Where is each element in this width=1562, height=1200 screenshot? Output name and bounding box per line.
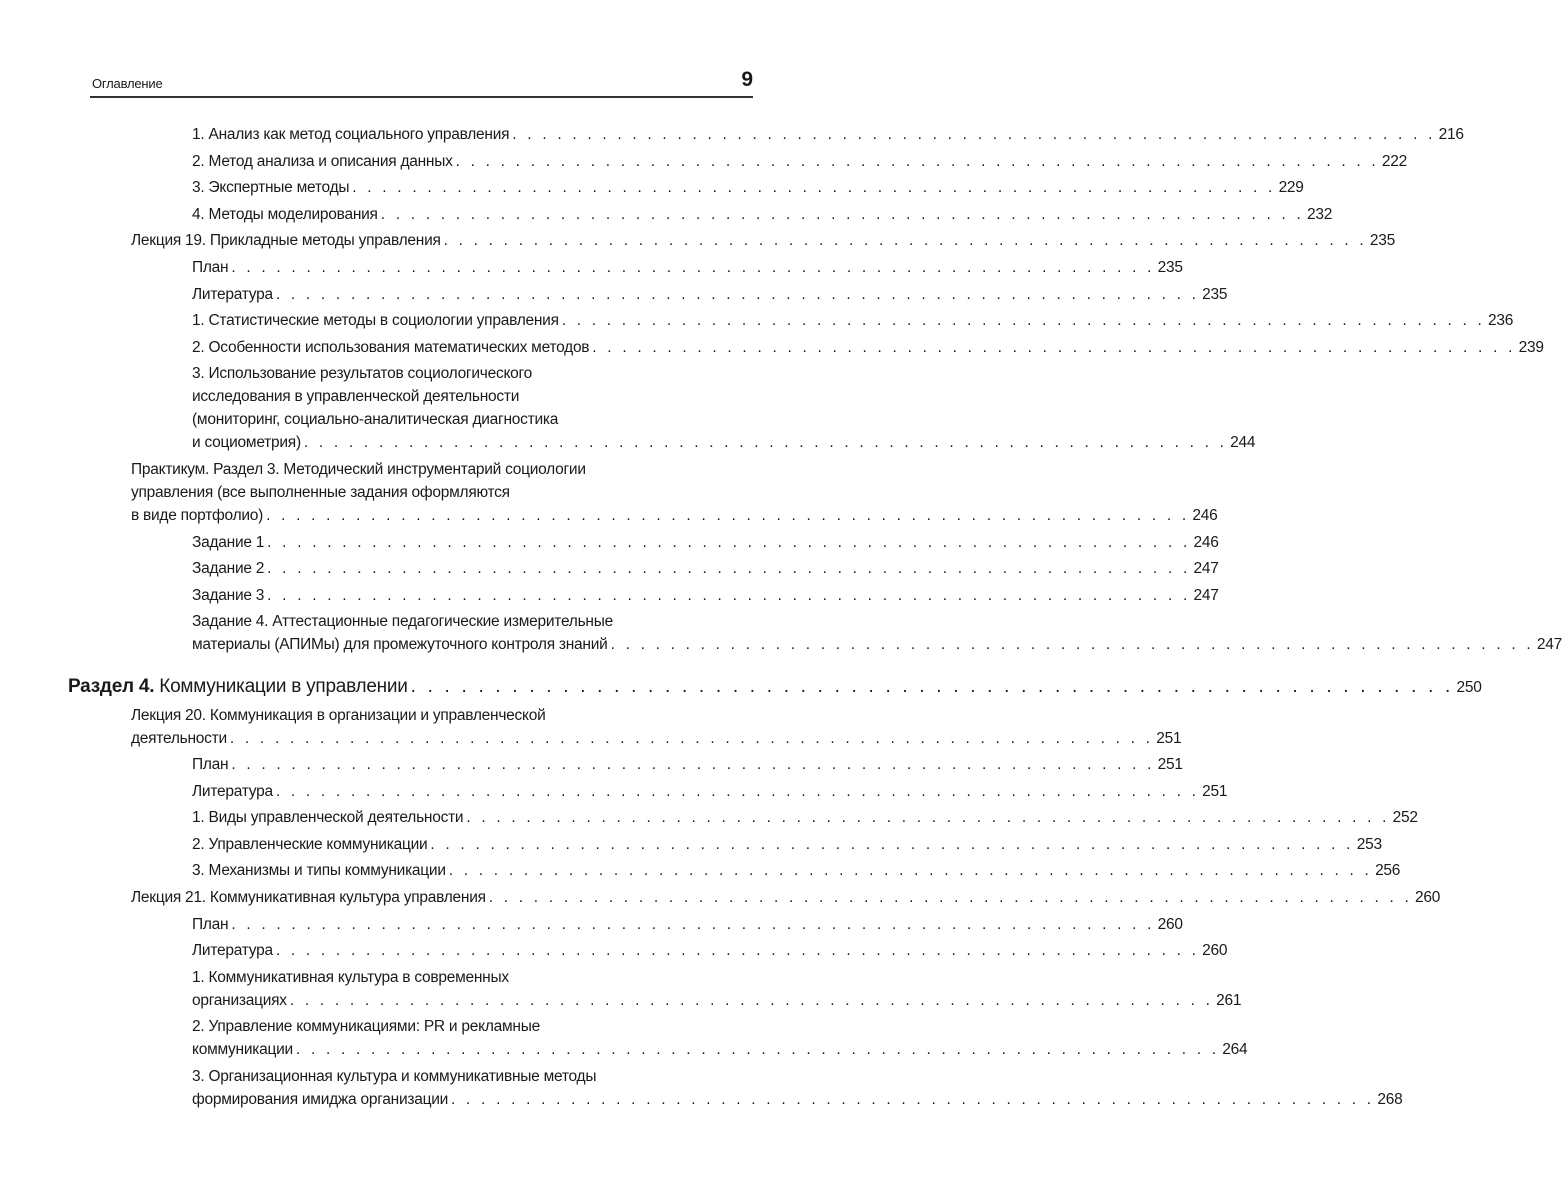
dot-leader: . . . . . . . . . . . . . . . . . . . . . . . . . . . . . . . . . . . . . . . . . . . . . . . . . . . . . . . . . . . . . . (512, 126, 1436, 143)
dot-leader: . . . . . . . . . . . . . . . . . . . . . . . . . . . . . . . . . . . . . . . . . . . . . . . . . . . . . . . . . . . . . . (275, 942, 1200, 960)
dot-leader: . . . . . . . . . . . . . . . . . . . . . . . . . . . . . . . . . . . . . . . . . . . . . . . . . . . . . . . . . . . . . . (295, 1041, 1220, 1059)
toc-item (68, 859, 1401, 882)
toc-page-number: 251 (1157, 756, 1183, 774)
toc-line (131, 229, 1396, 252)
toc-line (192, 283, 1228, 306)
toc-entry-title: формирования имиджа организации (192, 1091, 449, 1109)
toc-page-number: 260 (1157, 915, 1183, 933)
toc-entry-title: Практикум. Раздел 3. Методический инструментарий социологии (131, 460, 586, 478)
toc-entry-title: План (192, 258, 229, 276)
toc-page-number: 261 (1216, 991, 1242, 1009)
toc-page-number: 247 (1193, 560, 1219, 578)
toc-item (68, 150, 1408, 173)
toc-entry-title: План (192, 915, 229, 933)
toc-line (131, 704, 753, 727)
dot-leader: . . . . . . . . . . . . . . . . . . . . . . . . . . . . . . . . . . . . . . . . . . . . . . . . . . . . . . . . . . . . . . (410, 675, 1454, 697)
toc-line (131, 504, 1218, 527)
toc-entry-title: 2. Особенности использования математических методов (192, 338, 590, 356)
toc-entry-title: в виде портфолио) (131, 506, 264, 524)
toc-item (68, 531, 1219, 554)
toc-line (131, 727, 1182, 750)
dot-leader: . . . . . . . . . . . . . . . . . . . . . . . . . . . . . . . . . . . . . . . . . . . . . . . . . . . . . . . . . . . . . . (267, 533, 1191, 551)
section-label: Раздел 4. (68, 675, 155, 697)
page-number: 9 (741, 68, 753, 91)
toc-line (131, 458, 753, 481)
toc-entry-title: 2. Метод анализа и описания данных (192, 152, 453, 170)
dot-leader: . . . . . . . . . . . . . . . . . . . . . . . . . . . . . . . . . . . . . . . . . . . . . . . . . . . . . . . . . . . . . . (231, 756, 1155, 774)
running-header (90, 68, 753, 98)
toc-entry-title: Задание 1 (192, 533, 265, 551)
toc-page-number: 235 (1157, 258, 1183, 276)
dot-leader: . . . . . . . . . . . . . . . . . . . . . . . . . . . . . . . . . . . . . . . . . . . . . . . . . . . . . . . . . . . . . . (267, 586, 1191, 604)
toc-item (68, 283, 1228, 306)
dot-leader: . . . . . . . . . . . . . . . . . . . . . . . . . . . . . . . . . . . . . . . . . . . . . . . . . . . . . . . . . . . . . . (448, 862, 1373, 880)
toc-page-number: 250 (1456, 678, 1482, 696)
toc-entry-title: Литература (192, 782, 273, 800)
toc-line (192, 336, 1544, 359)
toc-entry-title: Лекция 21. Коммуникативная культура управления (131, 889, 486, 907)
toc-entry-title: План (192, 756, 229, 774)
toc-page-number: 236 (1488, 312, 1514, 330)
toc-page-number: 229 (1278, 179, 1304, 197)
toc-line (192, 256, 1183, 279)
toc-entry-title: 1. Анализ как метод социального управления (192, 126, 510, 143)
dot-leader: . . . . . . . . . . . . . . . . . . . . . . . . . . . . . . . . . . . . . . . . . . . . . . . . . . . . . . . . . . . . . . (380, 205, 1304, 223)
toc-line (192, 584, 1219, 607)
toc-item (68, 309, 1514, 332)
toc-line (192, 1088, 1403, 1111)
toc-entry-title: материалы (АПИМы) для промежуточного контроля знаний (192, 636, 608, 654)
toc-line (192, 203, 1333, 226)
toc-entry-title: и социометрия) (192, 434, 301, 452)
toc-line (192, 557, 1219, 580)
toc-item (68, 203, 1333, 226)
toc-page-number: 222 (1381, 152, 1408, 170)
toc-line (192, 780, 1228, 803)
dot-leader: . . . . . . . . . . . . . . . . . . . . . . . . . . . . . . . . . . . . . . . . . . . . . . . . . . . . . . . . . . . . . . (289, 991, 1214, 1009)
dot-leader: . . . . . . . . . . . . . . . . . . . . . . . . . . . . . . . . . . . . . . . . . . . . . . . . . . . . . . . . . . . . . . (267, 560, 1191, 578)
toc-item (68, 256, 1183, 279)
toc-page-number: 232 (1307, 205, 1333, 223)
toc-chapter (68, 886, 1441, 909)
toc-page-number: 246 (1192, 506, 1218, 524)
toc-line (192, 833, 1382, 856)
toc-line (192, 806, 1418, 829)
toc-line (192, 633, 1562, 656)
toc-section (68, 674, 1482, 700)
dot-leader: . . . . . . . . . . . . . . . . . . . . . . . . . . . . . . . . . . . . . . . . . . . . . . . . . . . . . . . . . . . . . . (610, 636, 1534, 654)
toc-item (68, 1015, 1248, 1061)
toc-chapter (68, 458, 1218, 527)
dot-leader: . . . . . . . . . . . . . . . . . . . . . . . . . . . . . . . . . . . . . . . . . . . . . . . . . . . . . . . . . . . . . . (488, 889, 1413, 907)
toc-entry-title: (мониторинг, социально-аналитическая диагностика (192, 411, 559, 429)
dot-leader: . . . . . . . . . . . . . . . . . . . . . . . . . . . . . . . . . . . . . . . . . . . . . . . . . . . . . . . . . . . . . . (455, 152, 1379, 170)
dot-leader: . . . . . . . . . . . . . . . . . . . . . . . . . . . . . . . . . . . . . . . . . . . . . . . . . . . . . . . . . . . . . . (266, 506, 1190, 524)
toc-entry-title: Задание 3 (192, 586, 265, 604)
toc-line (192, 123, 1464, 146)
dot-leader: . . . . . . . . . . . . . . . . . . . . . . . . . . . . . . . . . . . . . . . . . . . . . . . . . . . . . . . . . . . . . . (229, 729, 1154, 747)
toc-line (192, 913, 1183, 936)
toc-entry-title: 1. Статистические методы в социологии управления (192, 312, 559, 330)
toc-chapter (68, 229, 1396, 252)
dot-leader: . . . . . . . . . . . . . . . . . . . . . . . . . . . . . . . . . . . . . . . . . . . . . . . . . . . . . . . . . . . . . . (451, 1091, 1375, 1109)
dot-leader: . . . . . . . . . . . . . . . . . . . . . . . . . . . . . . . . . . . . . . . . . . . . . . . . . . . . . . . . . . . . . . (466, 809, 1390, 827)
toc-line (192, 939, 1228, 962)
toc-line (68, 674, 1482, 700)
dot-leader: . . . . . . . . . . . . . . . . . . . . . . . . . . . . . . . . . . . . . . . . . . . . . . . . . . . . . . . . . . . . . . (231, 915, 1155, 933)
toc-entry-title (68, 674, 408, 700)
dot-leader: . . . . . . . . . . . . . . . . . . . . . . . . . . . . . . . . . . . . . . . . . . . . . . . . . . . . . . . . . . . . . . (430, 835, 1354, 853)
toc-page-number: 260 (1415, 889, 1441, 907)
toc-page-number: 244 (1230, 434, 1256, 452)
toc-page-number: 256 (1375, 862, 1401, 880)
dot-leader: . . . . . . . . . . . . . . . . . . . . . . . . . . . . . . . . . . . . . . . . . . . . . . . . . . . . . . . . . . . . . . (443, 232, 1367, 250)
toc-item (68, 557, 1219, 580)
toc-page-number: 252 (1392, 809, 1418, 827)
toc-item (68, 610, 1562, 656)
toc-entry-title: 3. Механизмы и типы коммуникации (192, 862, 446, 880)
dot-leader: . . . . . . . . . . . . . . . . . . . . . . . . . . . . . . . . . . . . . . . . . . . . . . . . . . . . . . . . . . . . . . (275, 782, 1200, 800)
toc-entry-title: Лекция 19. Прикладные методы управления (131, 232, 441, 250)
toc-entry-title: исследования в управленческой деятельности (192, 388, 520, 406)
toc-page-number: 235 (1369, 232, 1396, 250)
toc-line (192, 362, 753, 385)
toc-line (192, 1065, 753, 1088)
table-of-contents (68, 123, 1562, 1115)
toc-page-number: 253 (1356, 835, 1382, 853)
toc-line (192, 309, 1514, 332)
toc-item (68, 780, 1228, 803)
toc-line (192, 150, 1408, 173)
toc-line (192, 1038, 1248, 1061)
toc-page-number: 268 (1377, 1091, 1403, 1109)
toc-line (192, 989, 1242, 1012)
toc-line (192, 610, 753, 633)
toc-entry-title: управления (все выполненные задания оформляются (131, 483, 510, 501)
toc-entry-title: Задание 4. Аттестационные педагогические измерительные (192, 613, 613, 631)
toc-item (68, 913, 1183, 936)
toc-line (131, 886, 1441, 909)
toc-item (68, 176, 1304, 199)
toc-line (131, 481, 753, 504)
toc-item (68, 1065, 1403, 1111)
toc-item (68, 336, 1544, 359)
toc-entry-title: деятельности (131, 729, 227, 747)
dot-leader: . . . . . . . . . . . . . . . . . . . . . . . . . . . . . . . . . . . . . . . . . . . . . . . . . . . . . . . . . . . . . . (592, 338, 1516, 356)
toc-item (68, 939, 1228, 962)
toc-item (68, 966, 1242, 1012)
toc-line (192, 431, 1256, 454)
toc-page-number: 260 (1202, 942, 1228, 960)
dot-leader: . . . . . . . . . . . . . . . . . . . . . . . . . . . . . . . . . . . . . . . . . . . . . . . . . . . . . . . . . . . . . . (303, 434, 1228, 452)
toc-page-number: 247 (1193, 586, 1219, 604)
section-title: Коммуникации в управлении (154, 675, 408, 697)
toc-entry-title: Задание 2 (192, 560, 265, 578)
toc-page-number: 251 (1156, 729, 1182, 747)
toc-line (192, 966, 753, 989)
toc-line (192, 385, 753, 408)
dot-leader: . . . . . . . . . . . . . . . . . . . . . . . . . . . . . . . . . . . . . . . . . . . . . . . . . . . . . . . . . . . . . . (275, 285, 1200, 303)
toc-line (192, 531, 1219, 554)
toc-entry-title: 3. Экспертные методы (192, 179, 350, 197)
toc-entry-title: Литература (192, 285, 273, 303)
toc-chapter (68, 704, 1182, 750)
toc-line (192, 753, 1183, 776)
toc-entry-title: Литература (192, 942, 273, 960)
toc-entry-title: 1. Виды управленческой деятельности (192, 809, 464, 827)
dot-leader: . . . . . . . . . . . . . . . . . . . . . . . . . . . . . . . . . . . . . . . . . . . . . . . . . . . . . . . . . . . . . . (352, 179, 1276, 197)
toc-entry-title: 3. Использование результатов социологического (192, 365, 532, 383)
dot-leader: . . . . . . . . . . . . . . . . . . . . . . . . . . . . . . . . . . . . . . . . . . . . . . . . . . . . . . . . . . . . . . (231, 258, 1155, 276)
toc-page-number: 235 (1202, 285, 1228, 303)
toc-item (68, 123, 1464, 146)
toc-entry-title: 1. Коммуникативная культура в современных (192, 968, 509, 986)
toc-line (192, 408, 753, 431)
toc-entry-title: 3. Организационная культура и коммуникативные методы (192, 1068, 597, 1086)
toc-line (192, 1015, 753, 1038)
toc-item (68, 584, 1219, 607)
toc-item (68, 806, 1418, 829)
toc-entry-title: организациях (192, 991, 287, 1009)
toc-item (68, 753, 1183, 776)
toc-entry-title: 4. Методы моделирования (192, 205, 378, 223)
toc-line (192, 859, 1401, 882)
toc-line (192, 176, 1304, 199)
toc-page-number: 216 (1438, 126, 1464, 143)
toc-page-number: 264 (1222, 1041, 1248, 1059)
toc-entry-title: 2. Управление коммуникациями: PR и рекламные (192, 1018, 540, 1036)
toc-page-number: 247 (1536, 636, 1562, 654)
dot-leader: . . . . . . . . . . . . . . . . . . . . . . . . . . . . . . . . . . . . . . . . . . . . . . . . . . . . . . . . . . . . . . (561, 312, 1486, 330)
toc-page-number: 251 (1202, 782, 1228, 800)
toc-page-number: 239 (1518, 338, 1544, 356)
toc-entry-title: 2. Управленческие коммуникации (192, 835, 428, 853)
toc-item (68, 362, 1256, 454)
toc-entry-title: Лекция 20. Коммуникация в организации и управленческой (131, 706, 546, 724)
toc-entry-title: коммуникации (192, 1041, 293, 1059)
running-header-title: Оглавление (92, 76, 163, 91)
toc-item (68, 833, 1382, 856)
toc-page-number: 246 (1193, 533, 1219, 551)
